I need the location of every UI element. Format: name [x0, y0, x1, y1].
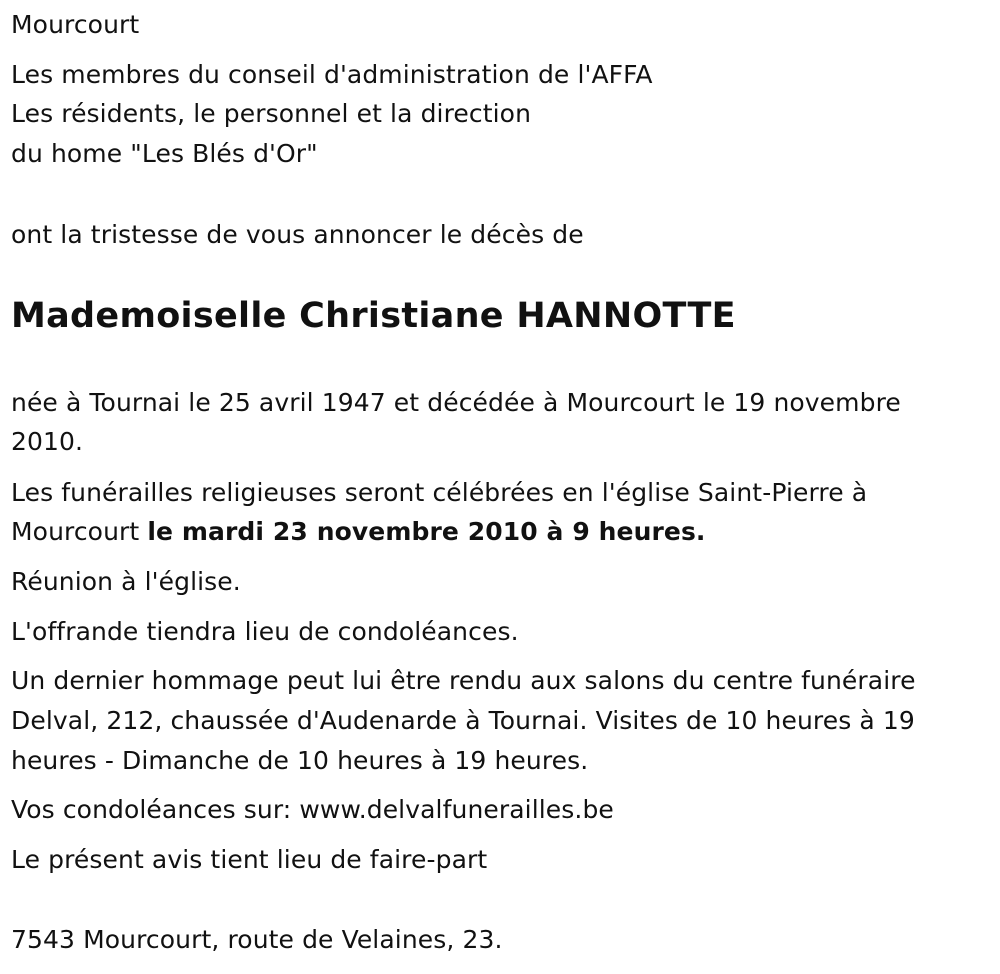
- address-text: 7543 Mourcourt, route de Velaines, 23.: [11, 925, 503, 954]
- faire-part-text: Le présent avis tient lieu de faire-part: [11, 845, 488, 874]
- notice-location: Mourcourt: [11, 10, 140, 39]
- hommage-line-3: heures - Dimanche de 10 heures à 19 heures.: [11, 746, 589, 775]
- funeral-line-1: Les funérailles religieuses seront célébrées en l'église Saint-Pierre à: [11, 478, 868, 507]
- organisation-line-3: du home "Les Blés d'Or": [11, 139, 318, 168]
- hommage-line-2: Delval, 212, chaussée d'Audenarde à Tournai. Visites de 10 heures à 19: [11, 706, 915, 735]
- funeral-location: Mourcourt: [11, 517, 148, 546]
- organisation-line-1: Les membres du conseil d'administration de l'AFFA: [11, 60, 653, 89]
- funeral-line-2: [11, 512, 706, 552]
- organisation-line-2: Les résidents, le personnel et la direction: [11, 99, 532, 128]
- announcement-text: ont la tristesse de vous annoncer le décès de: [11, 220, 584, 249]
- funeral-date: le mardi 23 novembre 2010 à 9 heures.: [147, 517, 706, 546]
- condolences-text: Vos condoléances sur: www.delvalfunerailles.be: [11, 795, 614, 824]
- birth-death-line-2: 2010.: [11, 427, 84, 456]
- reunion-text: Réunion à l'église.: [11, 567, 241, 596]
- hommage-line-1: Un dernier hommage peut lui être rendu aux salons du centre funéraire: [11, 666, 916, 695]
- deceased-name: Mademoiselle Christiane HANNOTTE: [11, 296, 736, 336]
- birth-death-line-1: née à Tournai le 25 avril 1947 et décédée à Mourcourt le 19 novembre: [11, 388, 901, 417]
- offrande-text: L'offrande tiendra lieu de condoléances.: [11, 617, 519, 646]
